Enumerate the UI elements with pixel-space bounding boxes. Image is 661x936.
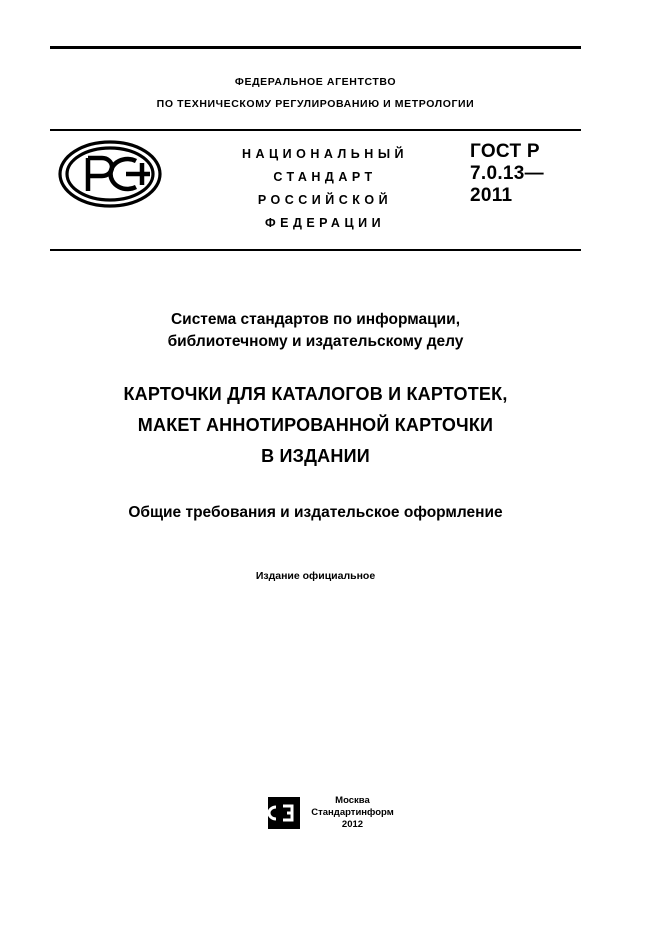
system-line-2: библиотечному и издательскому делу xyxy=(167,333,464,350)
agency-line-1: ФЕДЕРАЛЬНОЕ АГЕНТСТВО xyxy=(234,76,397,88)
document-title-line-1: КАРТОЧКИ ДЛЯ КАТАЛОГОВ И КАРТОТЕК, xyxy=(123,384,508,404)
standard-code-line-2: 7.0.13— xyxy=(470,163,544,184)
footer-text xyxy=(311,795,393,831)
footer-block xyxy=(0,795,661,831)
agency-line-2: ПО ТЕХНИЧЕСКОМУ РЕГУЛИРОВАНИЮ И МЕТРОЛОГИИ xyxy=(156,98,475,110)
standard-code xyxy=(470,141,630,207)
agency-block xyxy=(50,49,581,129)
system-line-1: Система стандартов по информации, xyxy=(170,311,461,328)
document-title xyxy=(50,379,581,472)
standard-word-2: СТАНДАРТ xyxy=(273,170,377,184)
standard-word-1: НАЦИОНАЛЬНЫЙ xyxy=(241,147,409,161)
standartinform-logo-icon xyxy=(267,796,301,830)
standard-word-4: ФЕДЕРАЦИИ xyxy=(264,216,386,230)
document-title-line-2: МАКЕТ АННОТИРОВАННОЙ КАРТОЧКИ xyxy=(137,415,494,435)
page-content xyxy=(50,46,581,582)
footer-year: 2012 xyxy=(341,819,364,830)
standard-band xyxy=(50,131,581,249)
standard-code-line-1: ГОСТ Р xyxy=(470,141,540,162)
standard-code-line-3: 2011 xyxy=(470,185,513,206)
gost-r-emblem-icon xyxy=(58,139,162,209)
standard-word-3: РОССИЙСКОЙ xyxy=(257,193,393,207)
footer-city: Москва xyxy=(335,795,370,806)
document-title-line-3: В ИЗДАНИИ xyxy=(261,446,370,466)
requirements-subtitle: Общие требования и издательское оформление xyxy=(128,504,503,521)
official-edition-note: Издание официальное xyxy=(255,570,376,582)
standard-title xyxy=(210,143,440,235)
main-title-block xyxy=(50,251,581,582)
footer-publisher: Стандартинформ xyxy=(311,807,394,818)
